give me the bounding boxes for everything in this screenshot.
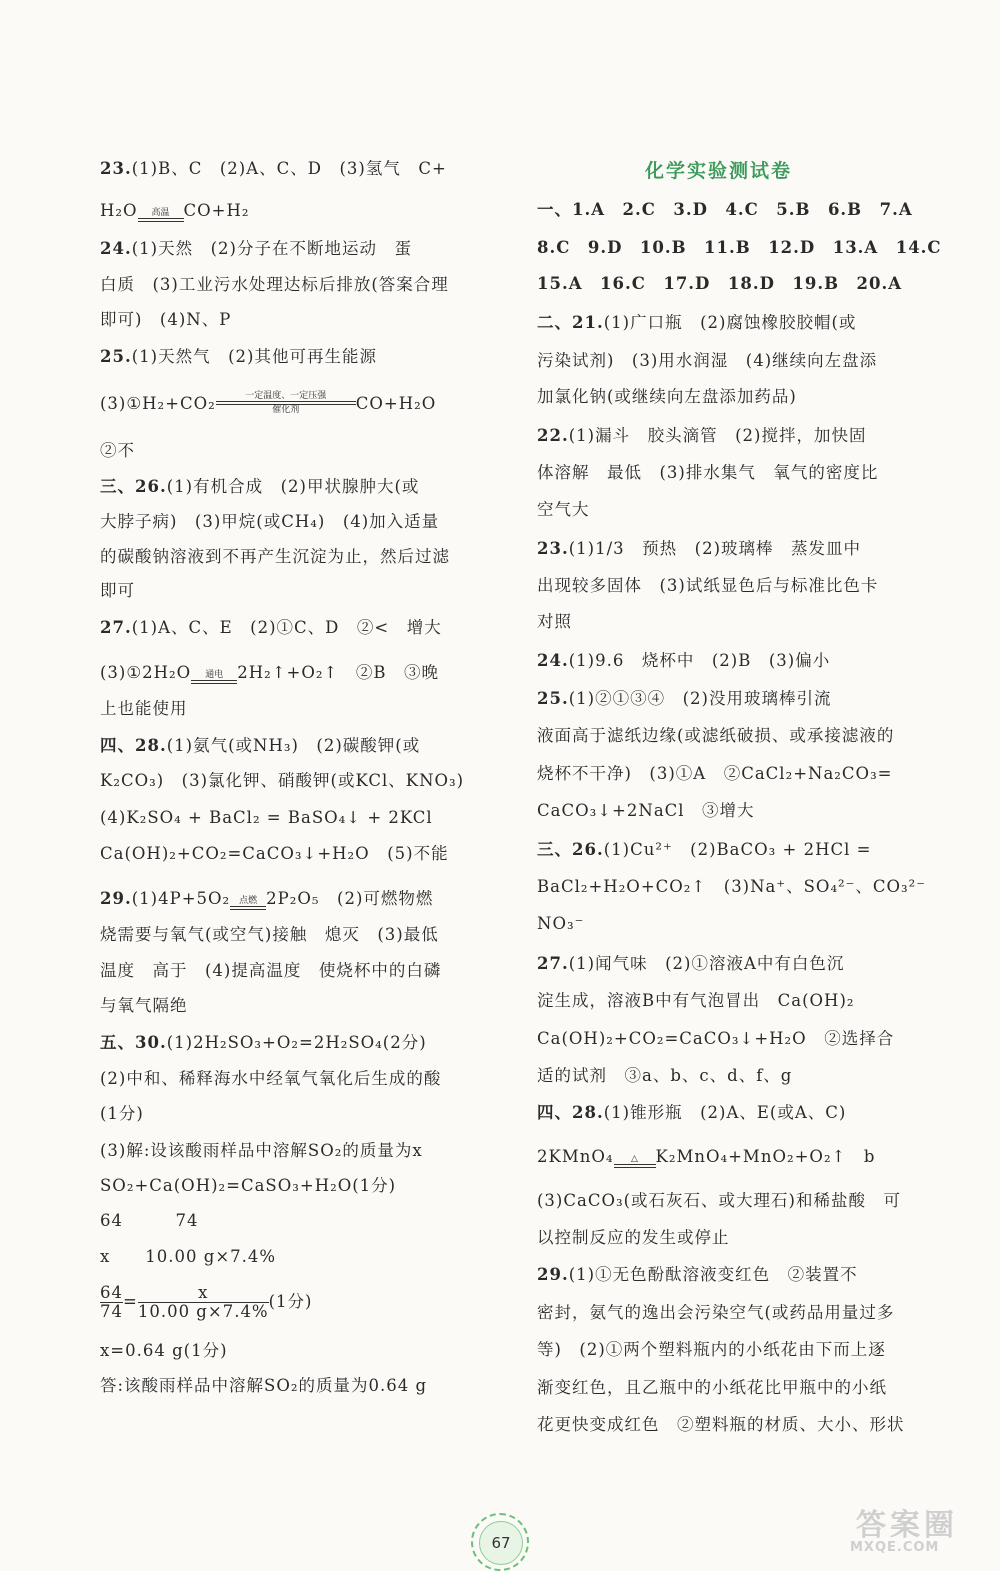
reaction-condition: 一定温度、一定压强 催化剂 [216,391,356,415]
right-line: 空气大 [537,500,590,519]
left-line: 即可) (4)N、P [100,310,232,329]
right-line: 污染试剂) (3)用水润湿 (4)继续向左盘添 [537,351,878,370]
right-line: 液面高于滤纸边缘(或滤纸破损、或承接滤液的 [537,726,895,745]
right-line: 27.(1)闻气味 (2)①溶液A中有白色沉 [537,954,845,973]
fraction: $\frac{64}{74}$ [100,1283,123,1321]
right-line: 加氯化钠(或继续向左盘添加药品) [537,387,797,406]
right-line: 22.(1)漏斗 胶头滴管 (2)搅拌，加快固 [537,426,867,445]
left-line: K₂CO₃) (3)氯化钾、硝酸钾(或KCl、KNO₃) [100,771,465,790]
right-line: 花更快变成红色 ②塑料瓶的材质、大小、形状 [537,1415,905,1434]
left-line: (3)①H₂+CO₂ 一定温度、一定压强 催化剂 CO+H₂O [100,391,437,415]
left-line: 27.(1)A、C、E (2)①C、D ②< 增大 [100,618,442,637]
left-line: 三、26.(1)有机合成 (2)甲状腺肿大(或 [100,477,420,496]
right-line: 出现较多固体 (3)试纸显色后与标准比色卡 [537,576,879,595]
right-line: 29.(1)①无色酚酞溶液变红色 ②装置不 [537,1265,858,1284]
left-line: 23.(1)B、C (2)A、C、D (3)氢气 C+ [100,159,447,178]
right-line: Ca(OH)₂+CO₂=CaCO₃↓+H₂O ②选择合 [537,1029,895,1048]
right-line: 烧杯不干净) (3)①A ②CaCl₂+Na₂CO₃= [537,764,893,783]
fraction: $\frac{x}{10.00 g\times 7.4\%}$ [137,1283,269,1321]
reaction-condition: 点燃 [230,896,266,910]
left-line: 25.(1)天然气 (2)其他可再生能源 [100,347,377,366]
left-line: 五、30.(1)2H₂SO₃+O₂=2H₂SO₄(2分) [100,1033,427,1052]
section-title: 化学实验测试卷 [645,160,793,182]
right-line: (3)CaCO₃(或石灰石、或大理石)和稀盐酸 可 [537,1191,901,1210]
left-line: 上也能使用 [100,699,188,718]
right-line: 四、28.(1)锥形瓶 (2)A、E(或A、C) [537,1103,847,1122]
left-line: 答:该酸雨样品中溶解SO₂的质量为0.64 g [100,1376,428,1395]
right-line: 25.(1)②①③④ (2)没用玻璃棒引流 [537,689,832,708]
left-line: (4)K₂SO₄ + BaCl₂ = BaSO₄↓ + 2KCl [100,808,433,827]
right-line: 三、26.(1)Cu²⁺ (2)BaCO₃ + 2HCl = [537,840,872,859]
left-line: (2)中和、稀释海水中经氧气氧化后生成的酸 [100,1069,442,1088]
left-line: 与氧气隔绝 [100,996,188,1015]
right-line: 淀生成，溶液B中有气泡冒出 Ca(OH)₂ [537,991,855,1010]
right-line: NO₃⁻ [537,914,585,933]
right-line: 二、21.(1)广口瓶 (2)腐蚀橡胶胶帽(或 [537,313,857,332]
right-line: 15.A 16.C 17.D 18.D 19.B 20.A [537,274,903,293]
left-line: 64 74 [100,1211,199,1230]
left-line: $\frac{64}{74}$ = $\frac{x}{10.00 g\times 7.4\%}$ (1分) [100,1283,313,1321]
right-line: 以控制反应的发生或停止 [537,1228,730,1247]
left-line: 29.(1)4P+5O₂ 点燃 2P₂O₅ (2)可燃物燃 [100,889,434,908]
right-line: CaCO₃↓+2NaCl ③增大 [537,801,755,820]
left-line: 烧需要与氧气(或空气)接触 熄灭 (3)最低 [100,925,439,944]
watermark-url: MXQE.COM [850,1540,940,1555]
right-line: 8.C 9.D 10.B 11.B 12.D 13.A 14.C [537,238,942,257]
right-line: 等) (2)①两个塑料瓶内的小纸花由下而上逐 [537,1340,886,1359]
watermark-logo [850,1500,990,1564]
reaction-condition: 高温 [138,208,184,222]
right-line: 24.(1)9.6 烧杯中 (2)B (3)偏小 [537,651,831,670]
page-number-badge [471,1513,529,1571]
left-line: 温度 高于 (4)提高温度 使烧杯中的白磷 [100,961,442,980]
right-line: 密封，氨气的逸出会污染空气(或药品用量过多 [537,1303,895,1322]
left-line: 即可 [100,581,135,600]
left-line: x=0.64 g(1分) [100,1341,228,1360]
left-line: H₂O 高温 CO+H₂ [100,201,250,220]
page-number: 67 [479,1521,523,1565]
left-line: 四、28.(1)氨气(或NH₃) (2)碳酸钾(或 [100,736,421,755]
right-line: 23.(1)1/3 预热 (2)玻璃棒 蒸发皿中 [537,539,862,558]
left-line: 大脖子病) (3)甲烷(或CH₄) (4)加入适量 [100,512,440,531]
left-line: (1分) [100,1104,144,1123]
left-line: 白质 (3)工业污水处理达标后排放(答案合理 [100,275,449,294]
watermark-text: 答案圈 [856,1508,958,1543]
left-line: x 10.00 g×7.4% [100,1247,277,1266]
right-line: 一、1.A 2.C 3.D 4.C 5.B 6.B 7.A [537,200,913,219]
left-line: 24.(1)天然 (2)分子在不断地运动 蛋 [100,239,412,258]
right-line: 适的试剂 ③a、b、c、d、f、g [537,1066,793,1085]
left-line: ②不 [100,441,135,460]
left-line: (3)解:设该酸雨样品中溶解SO₂的质量为x [100,1141,423,1160]
right-line: 对照 [537,612,572,631]
left-line: (3)①2H₂O 通电 2H₂↑+O₂↑ ②B ③晚 [100,663,439,682]
right-line: 渐变红色，且乙瓶中的小纸花比甲瓶中的小纸 [537,1378,887,1397]
reaction-condition: △ [614,1154,656,1168]
reaction-condition: 通电 [191,670,237,684]
left-line: 的碳酸钠溶液到不再产生沉淀为止，然后过滤 [100,547,450,566]
left-line: Ca(OH)₂+CO₂=CaCO₃↓+H₂O (5)不能 [100,844,449,863]
left-line: SO₂+Ca(OH)₂=CaSO₃+H₂O(1分) [100,1176,397,1195]
right-line: BaCl₂+H₂O+CO₂↑ (3)Na⁺、SO₄²⁻、CO₃²⁻ [537,877,926,896]
right-line: 2KMnO₄ △ K₂MnO₄+MnO₂+O₂↑ b [537,1147,876,1166]
right-line: 体溶解 最低 (3)排水集气 氧气的密度比 [537,463,879,482]
